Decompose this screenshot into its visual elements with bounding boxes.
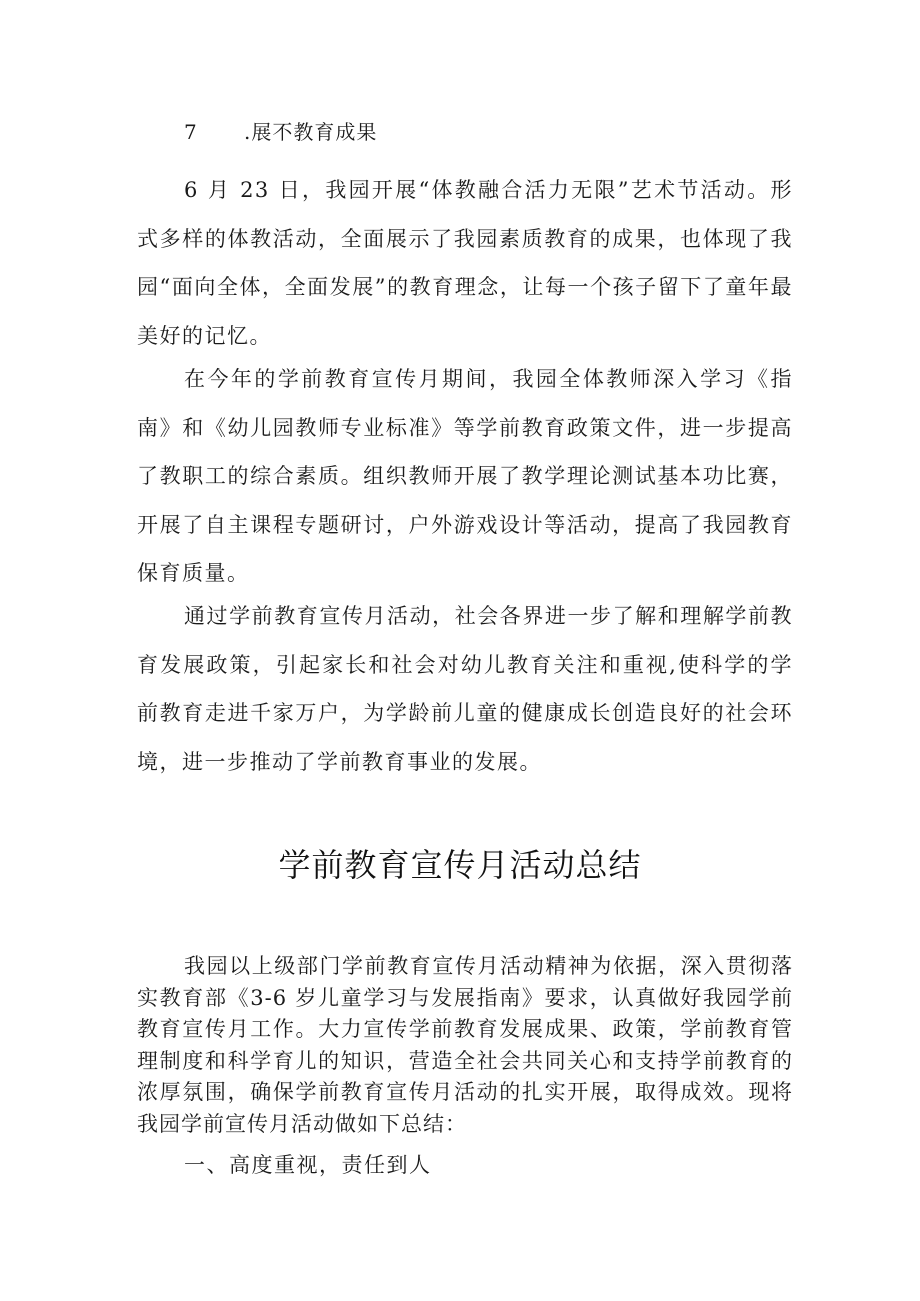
section-title: .展不教育成果: [244, 120, 378, 144]
section-number: 7: [184, 120, 198, 144]
paragraph-art-festival: 6 月 23 日，我园开展“体教融合活力无限”艺术节活动。形式多样的体教活动，全面展示了我园素质教育的成果，也体现了我园“面向全体，全面发展”的教育理念，让每一个孩子留下了童年最美好的记忆。: [137, 178, 793, 348]
document-title: 学前教育宣传月活动总结: [278, 846, 642, 884]
paragraph-social-impact: 通过学前教育宣传月活动，社会各界进一步了解和理解学前教育发展政策，引起家长和社会对幼儿教育关注和重视,使科学的学前教育走进千家万户，为学龄前儿童的健康成长创造良好的社会环境，进一步推动了学前教育事业的发展。: [137, 604, 793, 774]
section-1-heading: 一、高度重视，责任到人: [184, 1153, 432, 1177]
paragraph-intro: 我园以上级部门学前教育宣传月活动精神为依据，深入贯彻落实教育部《3-6 岁儿童学习与发展指南》要求，认真做好我园学前教育宣传月工作。大力宣传学前教育发展成果、政策，学前教育管理制度和科学育儿的知识，营造全社会共同关心和支持学前教育的浓厚氛围，确保学前教育宣传月活动的扎实开展，取得成效。现将我园学前宣传月活动做如下总结：: [137, 954, 793, 1136]
section-7-heading: [184, 118, 377, 146]
paragraph-teacher-study: 在今年的学前教育宣传月期间，我园全体教师深入学习《指南》和《幼儿园教师专业标准》等学前教育政策文件，进一步提高了教职工的综合素质。组织教师开展了教学理论测试基本功比赛，开展了自主课程专题研讨，户外游戏设计等活动，提高了我园教育保育质量。: [137, 367, 793, 585]
